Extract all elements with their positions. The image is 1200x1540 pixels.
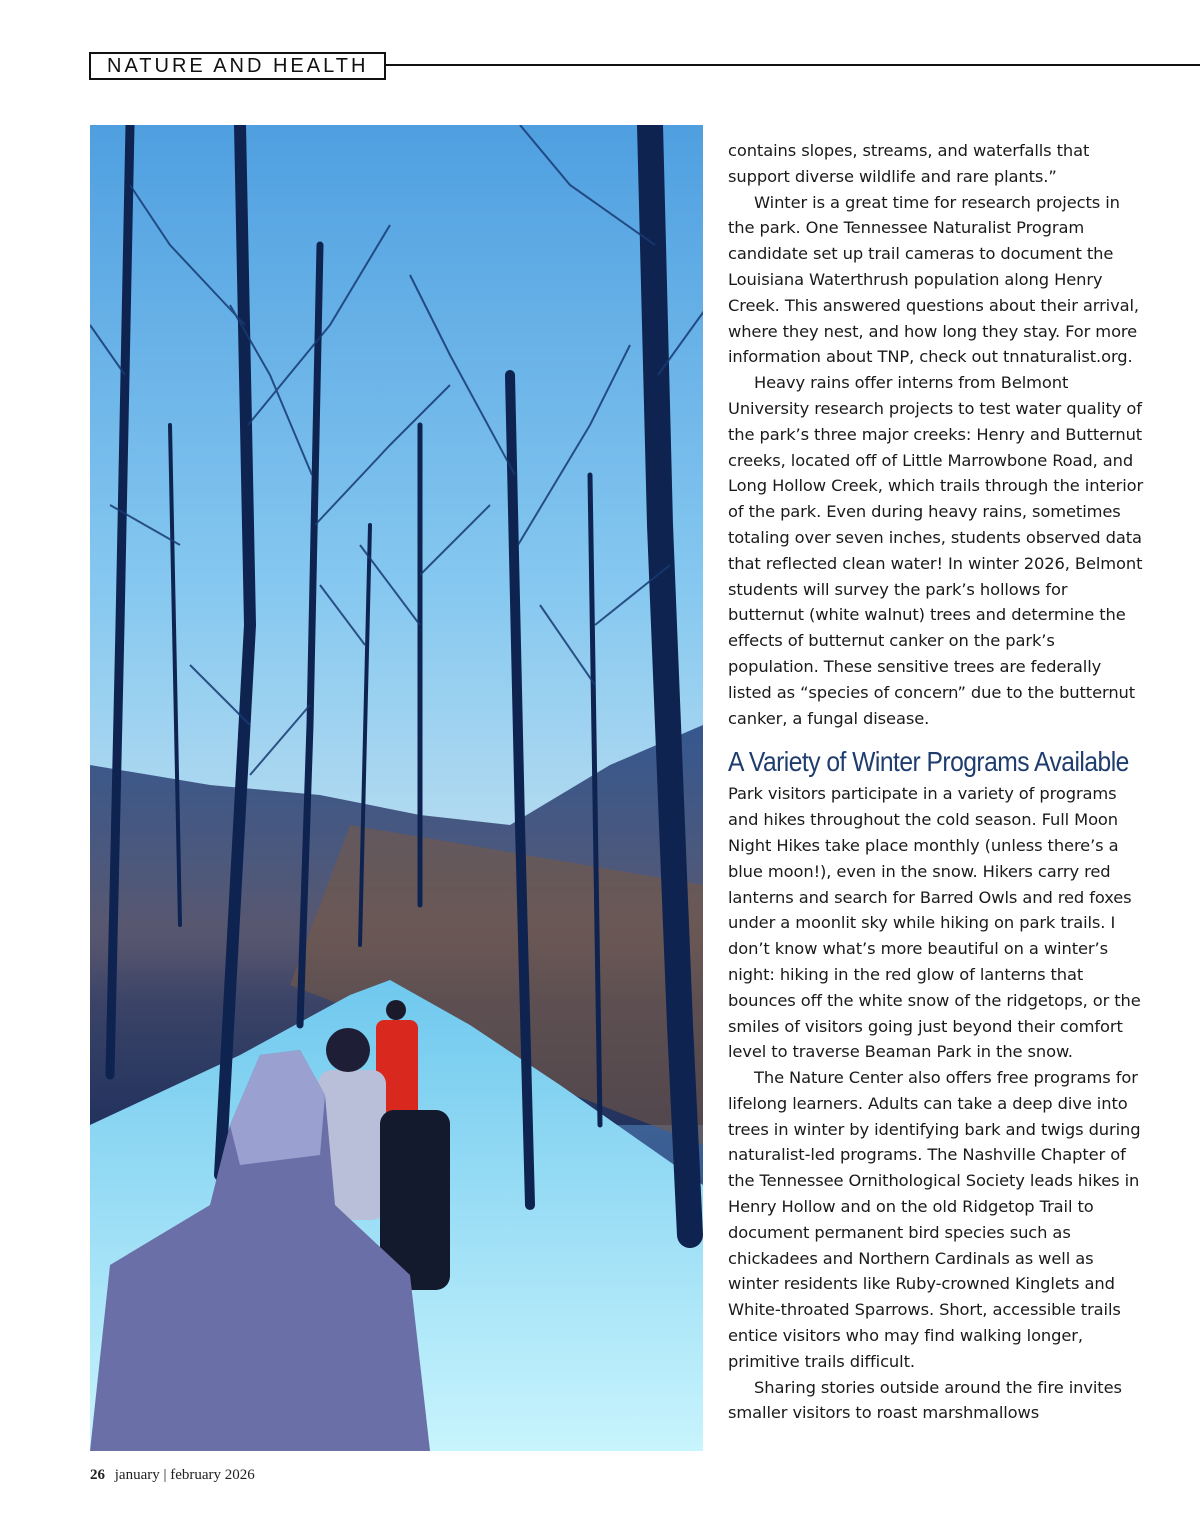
section-heading: A Variety of Winter Programs Available — [728, 746, 1129, 778]
section-label: NATURE AND HEALTH — [89, 52, 386, 80]
paragraph-1: contains slopes, streams, and waterfalls that support diverse wildlife and rare plants.” — [728, 141, 1090, 186]
page-footer — [90, 1467, 255, 1484]
page-number: 26 — [90, 1467, 105, 1483]
paragraph-2: Winter is a great time for research projects in the park. One Tennessee Naturalist Program candidate set up trail cameras to document the Louisiana Waterthrush population along Henry Creek. This answered questions about their arrival, where they nest, and how long they stay. For more information about TNP, check out tnnaturalist.org. — [728, 192, 1140, 367]
issue-date: january | february 2026 — [114, 1467, 255, 1483]
header-rule — [386, 64, 1200, 66]
paragraph-3: Heavy rains offer interns from Belmont University research projects to test water quality of the park’s three major creeks: Henry and Butternut creeks, located off of Little Marrowbone Road, and Long Hollow Creek, which trails through the interior of the park. Even during heavy rains, sometimes totaling over seven inches, students observed data that reflected clean water! In winter 2026, Belmont students will survey the park’s hollows for butternut (white walnut) trees and determine the effects of butternut canker on the park’s population. These sensitive trees are federally listed as “species of concern” due to the butternut canker, a fungal disease. — [728, 373, 1144, 728]
paragraph-6: Sharing stories outside around the fire invites smaller visitors to roast marshmallows — [728, 1377, 1122, 1423]
winter-hike-photo — [90, 125, 703, 1451]
article-column — [728, 138, 1148, 1426]
paragraph-5: The Nature Center also offers free programs for lifelong learners. Adults can take a deep dive into trees in winter by identifying bark and twigs during naturalist-led programs. The Nashville Chapter of the Tennessee Ornithological Society leads hikes in Henry Hollow and on the old Ridgetop Trail to document permanent bird species such as chickadees and Northern Cardinals as well as winter residents like Ruby-crowned Kinglets and White-throated Sparrows. Short, accessible trails entice visitors who may find walking longer, primitive trails difficult. — [728, 1068, 1141, 1371]
paragraph-4: Park visitors participate in a variety of programs and hikes throughout the cold season. Full Moon Night Hikes take place monthly (unless there’s a blue moon!), even in the snow. Hikers carry red lanterns and search for Barred Owls and red foxes under a moonlit sky while hiking on park trails. I don’t know what’s more beautiful on a winter’s night: hiking in the red glow of lanterns that bounces off the white snow of the ridgetops, or the smiles of visitors going just beyond their comfort level to traverse Beaman Park in the snow. — [728, 784, 1141, 1062]
